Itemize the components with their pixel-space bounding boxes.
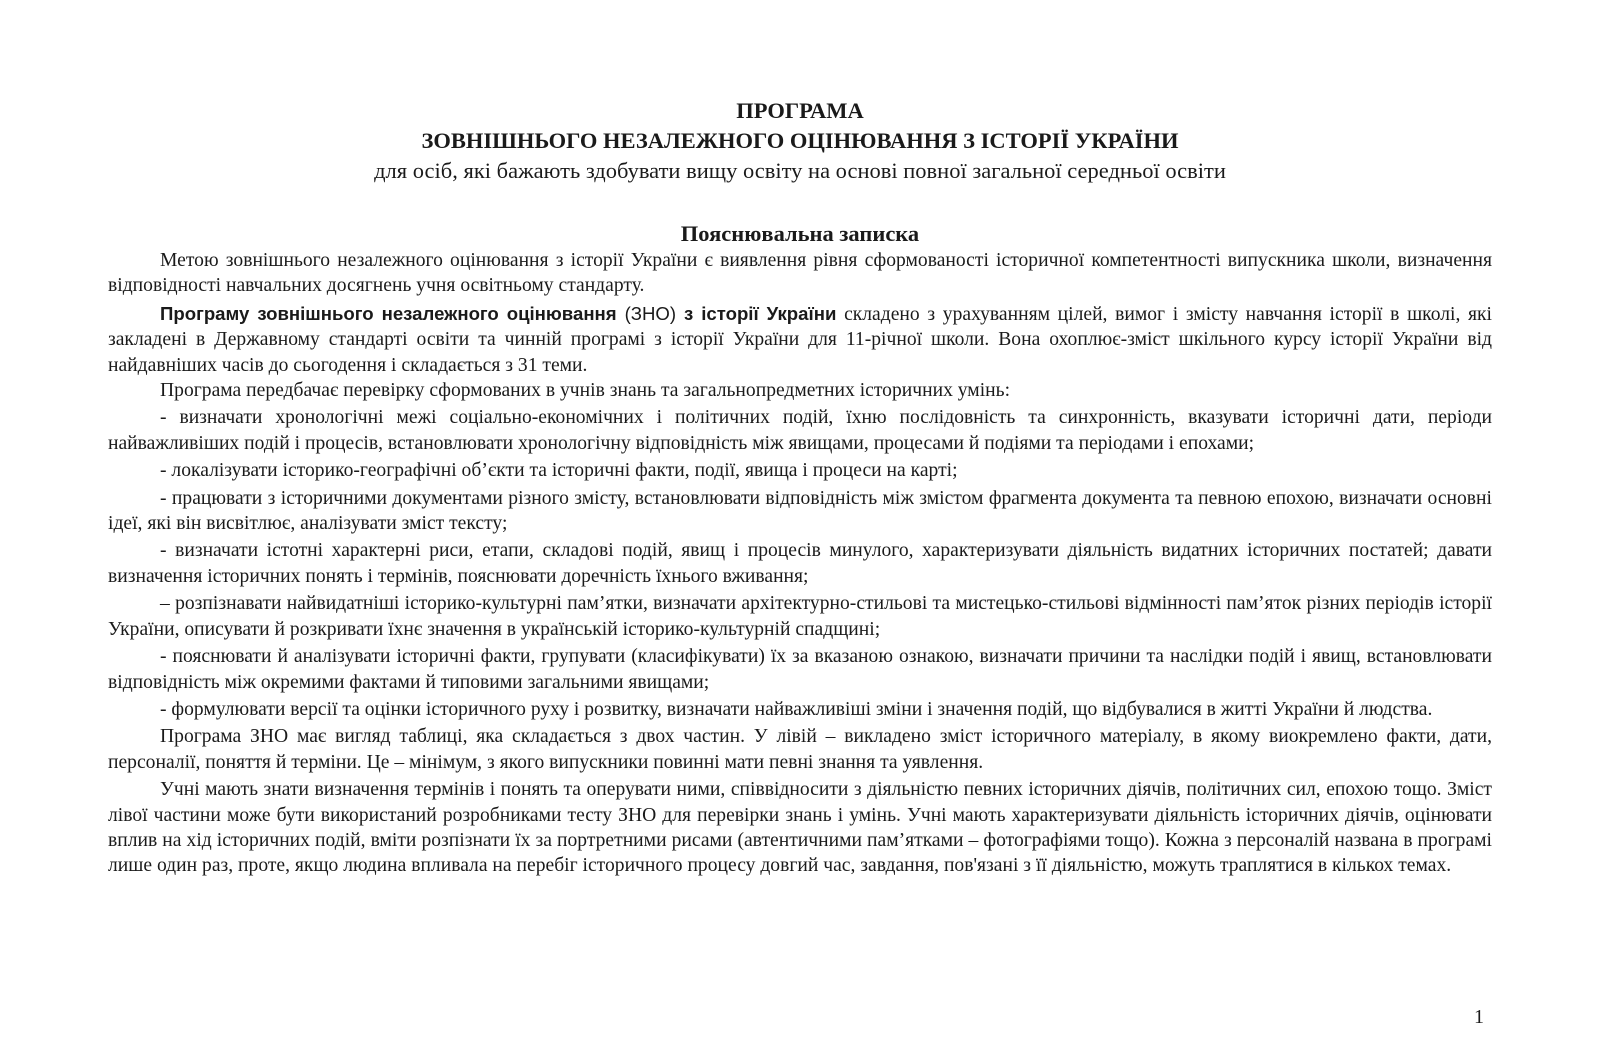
paragraph-purpose: Метою зовнішнього незалежного оцінювання з історії України є виявлення рівня сформованості історичної компетентності випускника школи, визначення відповідності навчальних досягнень учня освітньому стандарту. xyxy=(108,250,1492,297)
skill-item-documents: - працювати з історичними документами різного змісту, встановлювати відповідність між змістом фрагмента документа та певною епохою, визначати основні ідеї, які він висвітлює, аналізувати зміст тексту; xyxy=(108,487,1492,535)
skill-item-chronology: - визначати хронологічні межі соціально-економічних і політичних подій, їхню послідовність та синхронність, вказувати історичні дати, періоди найважливіших подій і процесів, встановлювати хронологічну відповідність між явищами, процесами й подіями та періодами і епохами; xyxy=(108,407,1492,454)
skill-item-features: - визначати істотні характерні риси, етапи, складові подій, явищ і процесів минулого, характеризувати діяльність видатних історичних постатей; давати визначення історичних понять і термінів, пояснювати доречність їхнього вживання; xyxy=(108,540,1492,587)
skill-item-versions: - формулювати версії та оцінки історичного руху і розвитку, визначати найважливіші зміни і значення подій, що відбувалися в житті України й людства. xyxy=(160,698,1433,720)
skill-item-monuments: – розпізнавати найвидатніші історико-культурні пам’ятки, визначати архітектурно-стильові та мистецько-стильові відмінності пам’яток різних періодів історії України, описувати й розкривати їхнє значення в українській історико-культурній спадщині; xyxy=(108,593,1492,640)
skill-item-map: - локалізувати історико-географічні об’єкти та історичні факти, події, явища і процеси на карті; xyxy=(160,460,958,482)
section-title: Пояснювальна записка xyxy=(680,221,920,246)
page-number: 1 xyxy=(1474,1006,1484,1028)
program-subject-bold: з історії України xyxy=(684,302,837,324)
title-line-1: ПРОГРАМА xyxy=(736,98,864,123)
paragraph-skills-intro: Програма передбачає перевірку сформованих в учнів знань та загальнопредметних історичних умінь: xyxy=(160,380,1011,402)
document-page xyxy=(108,96,1492,879)
title-line-2: ЗОВНІШНЬОГО НЕЗАЛЕЖНОГО ОЦІНЮВАННЯ З ІСТОРІЇ УКРАЇНИ xyxy=(421,128,1179,153)
subtitle: для осіб, які бажають здобувати вищу освіту на основі повної загальної середньої освіти xyxy=(374,158,1226,183)
paragraph-terms: Учні мають знати визначення термінів і понять та оперувати ними, співвідносити з діяльністю певних історичних діячів, політичних сил, епохою тощо. Зміст лівої частини може бути використаний розробниками тесту ЗНО для перевірки знань і умінь. Учні мають характеризувати діяльність історичних діячів, оцінювати вплив на хід історичних подій, вміти розпізнати їх за портретними рисами (автентичними пам’ятками – фотографіями тощо). Кожна з персоналій названа в програмі лише один раз, проте, якщо людина впливала на перебіг історичного процесу довгий час, завдання, пов'язані з її діяльністю, можуть траплятися в кількох темах. xyxy=(108,779,1492,877)
program-abbr: (ЗНО) xyxy=(616,302,685,324)
program-bold-label: Програму зовнішнього незалежного оцінювання xyxy=(160,302,617,324)
paragraph-program xyxy=(108,301,1492,378)
skill-item-analysis: - пояснювати й аналізувати історичні факти, групувати (класифікувати) їх за вказаною ознакою, визначати причини та наслідки подій і явищ, встановлювати відповідність між окремими фактами й типовими загальними явищами; xyxy=(108,646,1492,693)
program-description: складено з урахуванням цілей, вимог і змісту навчання історії в школі, які закладені в Державному стандарті освіти та чинній програмі з історії України для 11-річної школи. Вона охоплює-зміст шкільного курсу історії України від найдавніших часів до сьогодення і складається з 31 теми. xyxy=(108,303,1492,376)
paragraph-table-structure: Програма ЗНО має вигляд таблиці, яка складається з двох частин. У лівій – викладено зміст історичного матеріалу, в якому виокремлено факти, дати, персоналії, поняття й терміни. Це – мінімум, з якого випускники повинні мати певні знання та уявлення. xyxy=(108,726,1492,773)
